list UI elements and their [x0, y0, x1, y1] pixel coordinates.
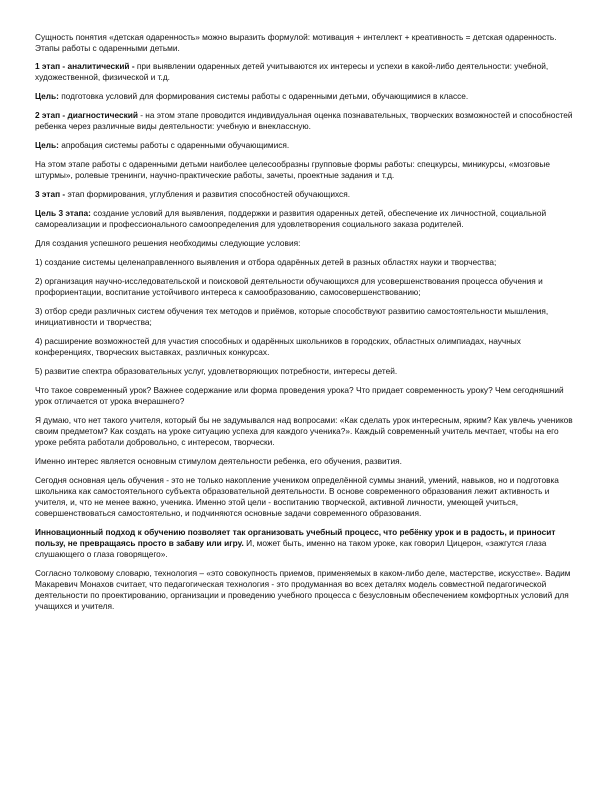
- condition-item: 4) расширение возможностей для участия способных и одарённых школьников в городских, областных олимпиадах, научных конференциях, творческих выставках, различных конкурсах.: [35, 336, 521, 357]
- stage-2-heading: 2 этап - диагностический: [35, 110, 138, 120]
- stages-title: Этапы работы с одаренными детьми.: [35, 43, 180, 53]
- goal-1-heading: Цель:: [35, 91, 59, 101]
- goal-3-heading: Цель 3 этапа:: [35, 208, 91, 218]
- innovation-text: И, может быть, именно на таком уроке, как говорил Цицерон, «зажгутся глаза слушающего о глаза говорящего».: [35, 538, 547, 559]
- goal-2-text: апробация системы работы с одаренными обучающимися.: [58, 140, 290, 150]
- technology-paragraph: Согласно толковому словарю, технология – «это совокупность приемов, применяемых в каком-либо деле, мастерстве, искусстве». Вадим Макаревич Монахов считает, что педагогическая технология - это продуманная во всех деталях модель совместной педагогической деятельности по проектированию, организации и проведению учебного процесса с безусловным обеспечением комфортных условий для учащихся и учителя.: [35, 568, 571, 611]
- stage-1-paragraph: [35, 61, 580, 83]
- goal-2-heading: Цель:: [35, 140, 59, 150]
- stage-3-text: этап формирования, углубления и развития способностей обучающихся.: [65, 189, 351, 199]
- stage-2-text: - на этом этапе проводится индивидуальная оценка познавательных, творческих возможностей и способностей ребенка через различные виды деятельности: учебную и внеклассную.: [35, 110, 573, 131]
- goal-1-paragraph: [35, 91, 580, 102]
- stage-3-paragraph: [35, 189, 580, 200]
- innovation-paragraph: [35, 527, 580, 560]
- stage-1-text: при выявлении одаренных детей учитываются их интересы и успехи в какой-либо деятельности: учебной, художественной, физической и т.д.: [35, 61, 549, 82]
- formula-text: Сущность понятия «детская одаренность» можно выразить формулой: мотивация + интеллект + креативность = детская одаренность.: [35, 32, 557, 42]
- document-body: [35, 32, 580, 620]
- conditions-intro: Для создания успешного решения необходимы следующие условия:: [35, 238, 301, 248]
- interest-paragraph: Именно интерес является основным стимулом деятельности ребенка, его обучения, развития.: [35, 456, 402, 466]
- goal-3-paragraph: [35, 208, 580, 230]
- condition-item: 1) создание системы целенаправленного выявления и отбора одарённых детей в разных областях науки и творчества;: [35, 257, 497, 267]
- group-forms-paragraph: На этом этапе работы с одаренными детьми наиболее целесообразны групповые формы работы: спецкурсы, миникурсы, «мозговые штурмы», ролевые тренинги, научно-практические работы, зачеты, проектные задания и т.д.: [35, 159, 550, 180]
- stage-1-heading: 1 этап - аналитический -: [35, 61, 135, 71]
- intro-paragraph: [35, 32, 580, 54]
- thoughts-paragraph: Я думаю, что нет такого учителя, который бы не задумывался над вопросами: «Как сделать урок интересным, ярким? Как увлечь учеников своим предметом? Как создать на уроке ситуацию успеха для каждого ученика?». Каждый современный учитель мечтает, чтобы на его уроке ребята работали добровольно, с интересом, творчески.: [35, 415, 573, 447]
- condition-item: 3) отбор среди различных систем обучения тех методов и приёмов, которые способствуют развитию самостоятельности мышления, инициативности и творчества;: [35, 306, 549, 327]
- goal-3-text: создание условий для выявления, поддержки и развития одаренных детей, обеспечение их личностной, социальной самореализации и профессионального самоопределения для удовлетворения социального заказа родителей.: [35, 208, 547, 229]
- main-goal-paragraph: Сегодня основная цель обучения - это не только накопление учеником определённой суммы знаний, умений, навыков, но и подготовка школьника как самостоятельного субъекта образовательной деятельности. В основе современного образования лежит активность и учителя, и, что не менее важно, ученика. Именно этой цели - воспитанию творческой, активной личности, умеющей учиться, совершенствоваться самостоятельно, и подчиняются основные задачи современного образования.: [35, 475, 559, 518]
- condition-item: 2) организация научно-исследовательской и поисковой деятельности обучающихся для усовершенствования процесса обучения и профориентации, воспитание устойчивого интереса к самообразованию, самосовершенствованию;: [35, 276, 543, 297]
- stage-2-paragraph: [35, 110, 580, 132]
- goal-2-paragraph: [35, 140, 580, 151]
- condition-item: 5) развитие спектра образовательных услуг, удовлетворяющих потребности, интересы детей.: [35, 366, 398, 376]
- innovation-bold-text: Инновационный подход к обучению позволяет так организовать учебный процесс, что ребёнку урок и в радость, и приносит пользу, не превращаясь просто в забаву или игру.: [35, 527, 556, 548]
- stage-3-heading: 3 этап -: [35, 189, 66, 199]
- questions-paragraph: Что такое современный урок? Важнее содержание или форма проведения урока? Что придает современность уроку? Чем сегодняшний урок отличается от урока вчерашнего?: [35, 385, 564, 406]
- goal-1-text: подготовка условий для формирования системы работы с одаренными детьми, обучающимися в классе.: [58, 91, 469, 101]
